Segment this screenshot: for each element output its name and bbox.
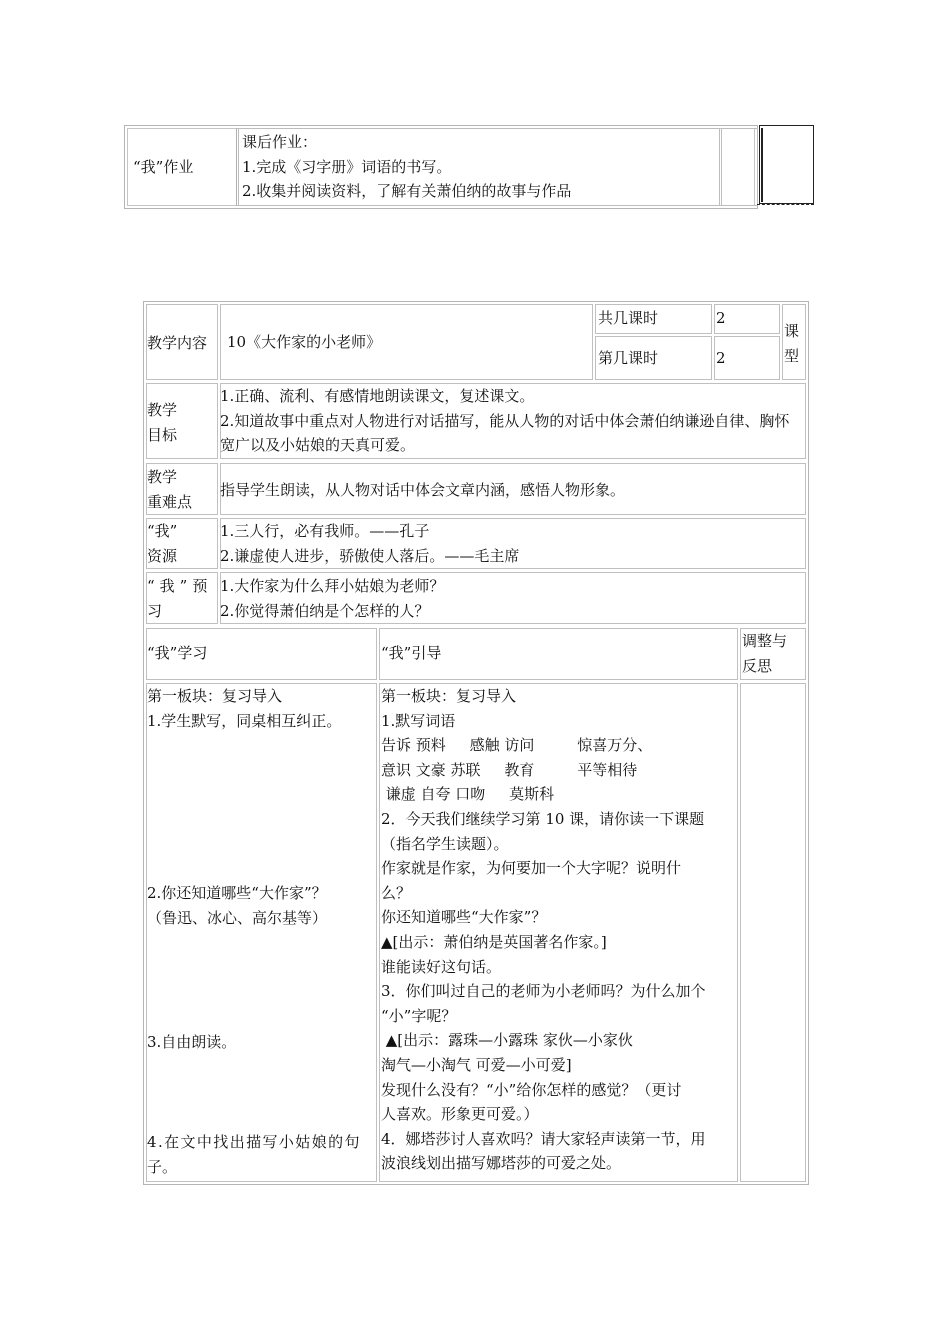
homework-lines bbox=[242, 130, 571, 204]
which-value: 2 bbox=[716, 349, 726, 367]
learn-item-3: 3.自由朗读。 bbox=[147, 1033, 237, 1051]
homework-line: 课后作业： bbox=[242, 133, 318, 151]
goal-line: 2.知道故事中重点对人物进行对话描写，能从人物的对话中体会萧伯纳谦逊自律、胸怀 bbox=[220, 411, 790, 430]
difficulty-label-1: 教学 bbox=[147, 468, 178, 486]
stray-frame-dark-inner bbox=[761, 128, 763, 202]
learn-item-2-line-1: 2.你还知道哪些“大作家”？ bbox=[147, 884, 327, 902]
guide-line: 人喜欢。形象更可爱。） bbox=[381, 1105, 539, 1124]
guide-line: “小”字呢？ bbox=[381, 1006, 457, 1025]
stray-dashed-line bbox=[757, 204, 814, 205]
resources-label-2: 资源 bbox=[147, 547, 178, 565]
which-label: 第几课时 bbox=[598, 349, 659, 367]
preview-label-2: 习 bbox=[147, 602, 163, 620]
learn-header: “我”学习 bbox=[147, 644, 208, 662]
learn-item-1: 1.学生默写，同桌相互纠正。 bbox=[147, 712, 342, 730]
learn-body-cell bbox=[146, 683, 377, 1182]
homework-line: 1.完成《习字册》词语的书写。 bbox=[242, 157, 452, 176]
goals-label-2: 目标 bbox=[147, 426, 178, 444]
goal-line: 1.正确、流利、有感情地朗读课文，复述课文。 bbox=[220, 387, 535, 405]
goals-list bbox=[220, 384, 789, 458]
stray-frame-dark bbox=[759, 125, 814, 204]
preview-label-1: “我”预 bbox=[147, 577, 213, 595]
type-label-2: 型 bbox=[784, 347, 800, 365]
adjust-header-1: 调整与 bbox=[742, 632, 788, 650]
guide-line: （指名学生读题）。 bbox=[381, 834, 509, 853]
guide-line: 谦虚 自夸 口吻 莫斯科 bbox=[381, 785, 555, 804]
learn-item-4-line-1: 4.在文中找出描写小姑娘的句 bbox=[147, 1133, 361, 1151]
resources-label-1: “我” bbox=[147, 522, 178, 540]
resource-line: 2.谦虚使人进步，骄傲使人落后。——毛主席 bbox=[220, 546, 520, 565]
guide-header: “我”引导 bbox=[381, 644, 442, 662]
guide-line: 波浪线划出描写娜塔莎的可爱之处。 bbox=[381, 1154, 622, 1173]
guide-line: 告诉 预料 感触 访问 惊喜万分、 bbox=[381, 736, 653, 755]
adjust-body-cell bbox=[740, 683, 806, 1182]
guide-line: 作家就是作家，为何要加一个大字呢？说明什 bbox=[381, 859, 682, 878]
guide-line: 意识 文豪 苏联 教育 平等相待 bbox=[381, 760, 638, 779]
content-value: 10《大作家的小老师》 bbox=[227, 333, 382, 351]
learn-item-4-line-2: 子。 bbox=[147, 1158, 178, 1176]
homework-divider bbox=[236, 128, 237, 206]
guide-line: 淘气—小淘气 可爱—小可爱] bbox=[381, 1055, 572, 1074]
difficulty-text: 指导学生朗读，从人物对话中体会文章内涵，感悟人物形象。 bbox=[220, 481, 626, 499]
total-value: 2 bbox=[716, 309, 726, 327]
preview-line: 1.大作家为什么拜小姑娘为老师？ bbox=[220, 577, 445, 595]
resources-list bbox=[220, 519, 519, 568]
content-label: 教学内容 bbox=[147, 334, 208, 352]
guide-line: 谁能读好这句话。 bbox=[381, 957, 502, 976]
goals-label-1: 教学 bbox=[147, 401, 178, 419]
guide-line: 么？ bbox=[381, 883, 412, 902]
learn-block-title: 第一板块：复习导入 bbox=[147, 687, 283, 705]
stray-frame bbox=[721, 128, 758, 206]
resource-line: 1.三人行，必有我师。——孔子 bbox=[220, 522, 430, 540]
guide-line: 发现什么没有？“小”给你怎样的感觉？（更讨 bbox=[381, 1080, 682, 1099]
guide-line: 2．今天我们继续学习第 10 课，请你读一下课题 bbox=[381, 809, 705, 828]
guide-line: 3．你们叫过自己的老师为小老师吗？为什么加个 bbox=[381, 982, 706, 1001]
adjust-header-2: 反思 bbox=[742, 657, 773, 675]
homework-line: 2.收集并阅读资料，了解有关萧伯纳的故事与作品 bbox=[242, 182, 572, 201]
guide-line: 1.默写词语 bbox=[381, 711, 456, 730]
guide-line: 第一板块：复习导入 bbox=[381, 687, 517, 705]
preview-line: 2.你觉得萧伯纳是个怎样的人？ bbox=[220, 601, 430, 620]
guide-line: 4．娜塔莎讨人喜欢吗？请大家轻声读第一节，用 bbox=[381, 1129, 706, 1148]
guide-line: ▲[出示：露珠—小露珠 家伙—小家伙 bbox=[381, 1031, 633, 1050]
learn-item-2-line-2: （鲁迅、冰心、高尔基等） bbox=[147, 909, 328, 927]
preview-list bbox=[220, 574, 444, 623]
type-label-1: 课 bbox=[784, 322, 800, 340]
total-label: 共几课时 bbox=[598, 309, 659, 327]
difficulty-label-2: 重难点 bbox=[147, 493, 193, 511]
guide-list bbox=[381, 684, 706, 1176]
goal-line: 宽广以及小姑娘的天真可爱。 bbox=[220, 436, 416, 455]
guide-line: ▲[出示：萧伯纳是英国著名作家。] bbox=[381, 932, 607, 951]
guide-line: 你还知道哪些“大作家”？ bbox=[381, 908, 547, 927]
homework-label: “我”作业 bbox=[133, 158, 194, 176]
